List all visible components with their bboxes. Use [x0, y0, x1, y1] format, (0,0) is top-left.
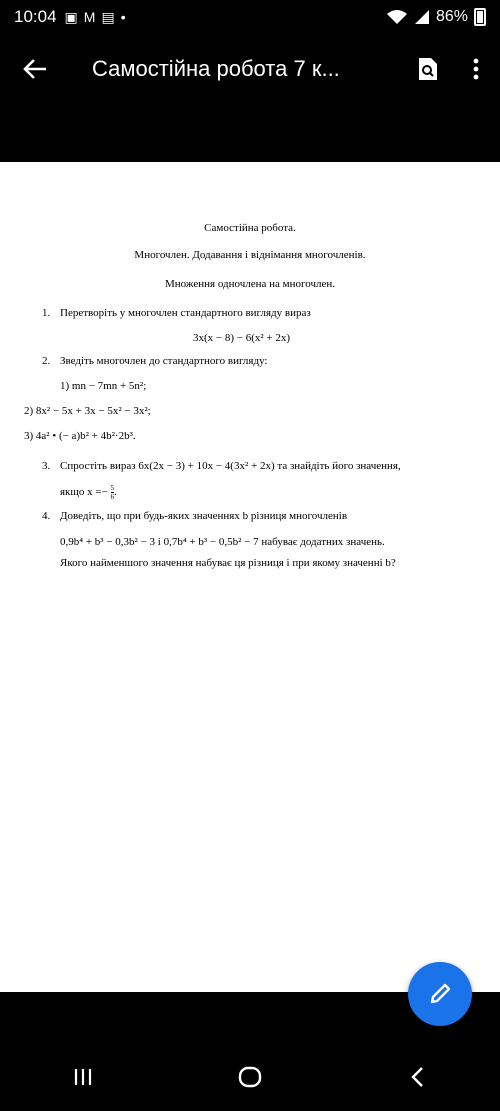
q2-item-3: 3) 4a² • (− a)b² + 4b²·2b³.: [24, 430, 136, 442]
nav-back-icon: [410, 1066, 424, 1088]
more-vert-icon: [473, 58, 479, 80]
notification-icons: [65, 9, 126, 26]
q3-condition-text: якщо x =−: [60, 486, 108, 499]
doc-heading-1: Самостійна робота.: [204, 222, 296, 234]
home-button[interactable]: [210, 1042, 290, 1111]
q4-number: 4.: [42, 510, 51, 522]
q2-text: Зведіть многочлен до стандартного вигляду:: [60, 355, 268, 367]
q2-item-1: 1) mn − 7mn + 5n²;: [60, 380, 147, 392]
recent-apps-icon: [73, 1067, 93, 1087]
more-options-button[interactable]: [452, 34, 500, 104]
message-icon: ▤: [101, 8, 115, 25]
q3-fraction: [111, 484, 115, 501]
status-time: 10:04: [14, 7, 57, 26]
q3-text: Спростіть вираз 6x(2x − 3) + 10x − 4(3x² + 2x) та знайдіть його значення,: [60, 460, 401, 472]
document-title: Самостійна робота 7 к...: [92, 56, 340, 81]
status-right: [386, 8, 486, 26]
nav-back-button[interactable]: [377, 1042, 457, 1111]
q4-question: Якого найменшого значення набуває ця різниця і при якому значенні b?: [60, 557, 396, 569]
pencil-icon: [427, 981, 453, 1007]
q4-text: Доведіть, що при будь-яких значеннях b різниця многочленів: [60, 510, 348, 522]
battery-percent: 86%: [435, 8, 468, 25]
recent-apps-button[interactable]: [43, 1042, 123, 1111]
q4-expression: 0,9b⁴ + b³ − 0,3b² − 3 і 0,7b⁴ + b³ − 0,5b² − 7 набуває додатних значень.: [60, 536, 385, 548]
document-page[interactable]: [0, 162, 500, 992]
q1-number: 1.: [42, 307, 51, 319]
q2-item-2: 2) 8x² − 5x + 3x − 5x² − 3x²;: [24, 405, 151, 417]
q3-fraction-denominator: 6: [110, 493, 115, 501]
doc-heading-3: Множення одночлена на многочлен.: [165, 278, 335, 290]
q1-text: Перетворіть у многочлен стандартного вигляду вираз: [60, 307, 311, 319]
dot-icon: •: [120, 9, 126, 25]
q3-fraction-numerator: 5: [110, 484, 115, 492]
home-icon: [238, 1066, 262, 1088]
battery-icon: [474, 8, 486, 26]
q2-number: 2.: [42, 355, 51, 367]
system-nav-bar: [0, 1042, 500, 1111]
status-bar: [0, 0, 500, 34]
back-button[interactable]: [0, 34, 70, 104]
search-document-button[interactable]: [404, 34, 452, 104]
q1-expression: 3x(x − 8) − 6(x² + 2x): [193, 332, 291, 344]
wifi-icon: [386, 9, 408, 25]
q3-condition: якщо x =− $\frac{5}{6}$ .: [60, 484, 117, 501]
doc-heading-2: Многочлен. Додавання і віднімання многочленів.: [134, 249, 366, 261]
signal-icon: [414, 9, 430, 25]
edit-fab-button[interactable]: [408, 962, 472, 1026]
search-document-icon: [416, 56, 440, 82]
image-icon: ▣: [64, 8, 78, 25]
gmail-icon: M: [83, 9, 96, 25]
app-bar: [0, 34, 500, 104]
q3-number: 3.: [42, 460, 51, 472]
back-arrow-icon: [22, 58, 48, 80]
